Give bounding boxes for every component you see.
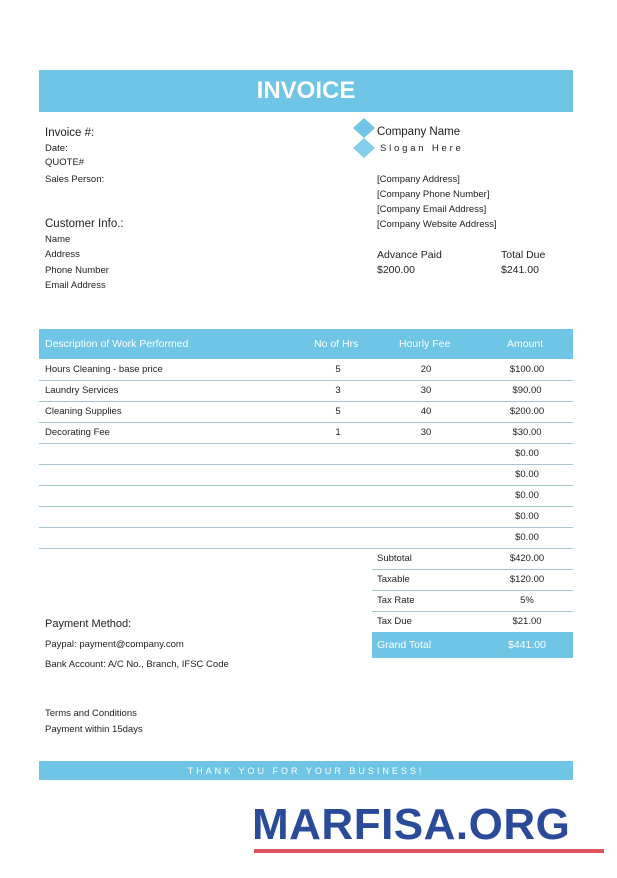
- row-amount: $0.00: [515, 469, 539, 480]
- subtotal-value: $420.00: [509, 553, 545, 564]
- company-website: [Company Website Address]: [377, 219, 497, 230]
- terms-text: Payment within 15days: [45, 724, 143, 735]
- invoice-title-bar: [39, 70, 573, 112]
- row-description: Cleaning Supplies: [45, 406, 122, 417]
- row-amount: $0.00: [515, 490, 539, 501]
- taxable-row: [372, 569, 573, 591]
- sales-person-label: Sales Person:: [45, 174, 105, 185]
- customer-phone-label: Phone Number: [45, 265, 109, 276]
- advance-paid-label: Advance Paid: [377, 249, 442, 261]
- table-row: [39, 422, 573, 444]
- grand-total-label: Grand Total: [377, 639, 432, 651]
- company-logo-icon: [351, 118, 377, 158]
- company-phone: [Company Phone Number]: [377, 189, 490, 200]
- taxable-value: $120.00: [509, 574, 545, 585]
- row-fee: 30: [420, 385, 432, 396]
- header-amount: Amount: [507, 338, 544, 350]
- header-description: Description of Work Performed: [45, 338, 189, 350]
- table-row: [39, 359, 573, 381]
- row-amount: $30.00: [512, 427, 542, 438]
- company-slogan: Slogan Here: [380, 143, 464, 154]
- payment-bank: Bank Account: A/C No., Branch, IFSC Code: [45, 659, 229, 670]
- marfisa-watermark: MARFISA.ORG: [252, 800, 571, 849]
- date-label: Date:: [45, 143, 68, 154]
- customer-email-label: Email Address: [45, 280, 106, 291]
- total-due-value: $241.00: [501, 264, 539, 276]
- tax-due-row: [372, 611, 573, 633]
- row-fee: 20: [420, 364, 432, 375]
- payment-method-heading: Payment Method:: [45, 618, 132, 630]
- row-amount: $90.00: [512, 385, 542, 396]
- header-hourly-fee: Hourly Fee: [399, 338, 451, 350]
- table-row: [39, 401, 573, 423]
- invoice-title: INVOICE: [256, 77, 356, 104]
- quote-label: QUOTE#: [45, 157, 85, 168]
- grand-total-row: [372, 632, 573, 658]
- thank-you-footer: [39, 761, 573, 780]
- row-amount: $200.00: [509, 406, 545, 417]
- row-hours: 5: [335, 406, 341, 417]
- customer-address-label: Address: [45, 249, 80, 260]
- row-fee: 40: [420, 406, 432, 417]
- thank-you-text: THANK YOU FOR YOUR BUSINESS!: [187, 765, 425, 776]
- table-row: [39, 380, 573, 402]
- advance-paid-value: $200.00: [377, 264, 415, 276]
- row-amount: $0.00: [515, 448, 539, 459]
- company-name: Company Name: [377, 126, 461, 138]
- company-address: [Company Address]: [377, 174, 460, 185]
- customer-name-label: Name: [45, 234, 71, 245]
- tax-rate-value: 5%: [520, 595, 534, 606]
- header-hours: No of Hrs: [314, 338, 359, 350]
- invoice-number-label: Invoice #:: [45, 127, 95, 139]
- table-row: [39, 464, 573, 486]
- subtotal-row: [372, 548, 573, 570]
- table-row: [39, 527, 573, 549]
- table-row: [39, 443, 573, 465]
- subtotal-label: Subtotal: [377, 553, 412, 564]
- row-description: Laundry Services: [45, 385, 119, 396]
- row-hours: 5: [335, 364, 341, 375]
- tax-due-label: Tax Due: [377, 616, 412, 627]
- customer-info-heading: Customer Info.:: [45, 218, 124, 230]
- row-hours: 3: [335, 385, 341, 396]
- payment-paypal: Paypal: payment@company.com: [45, 639, 184, 650]
- row-amount: $100.00: [509, 364, 545, 375]
- company-email: [Company Email Address]: [377, 204, 487, 215]
- total-due-label: Total Due: [501, 249, 546, 261]
- tax-rate-row: [372, 590, 573, 612]
- row-hours: 1: [335, 427, 341, 438]
- table-header: [39, 329, 573, 359]
- taxable-label: Taxable: [377, 574, 410, 585]
- row-description: Decorating Fee: [45, 427, 110, 438]
- tax-rate-label: Tax Rate: [377, 595, 415, 606]
- grand-total-value: $441.00: [508, 639, 546, 651]
- row-fee: 30: [420, 427, 432, 438]
- terms-heading: Terms and Conditions: [45, 708, 137, 719]
- row-amount: $0.00: [515, 532, 539, 543]
- row-description: Hours Cleaning - base price: [45, 364, 163, 375]
- row-amount: $0.00: [515, 511, 539, 522]
- watermark-underline: [254, 849, 604, 853]
- table-row: [39, 485, 573, 507]
- table-row: [39, 506, 573, 528]
- tax-due-value: $21.00: [512, 616, 542, 627]
